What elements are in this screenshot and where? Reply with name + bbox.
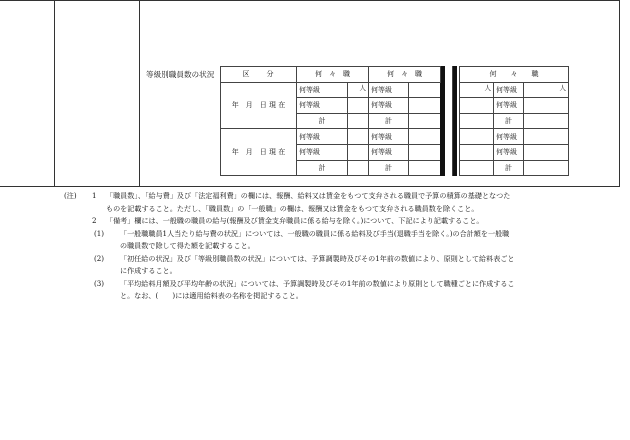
grade-staff-table bbox=[220, 66, 569, 176]
subnote-1-number: (1) bbox=[94, 228, 105, 238]
cell-c4a bbox=[460, 129, 494, 145]
subnote-3-line-1 bbox=[64, 278, 584, 291]
cell-b5 bbox=[409, 144, 441, 160]
row-grade-b2: 何等級 bbox=[369, 98, 409, 114]
cell-c3a bbox=[460, 113, 494, 129]
row-total-a: 計 bbox=[297, 113, 348, 129]
cell-a4 bbox=[348, 129, 369, 145]
subnote-3-line-2: と。なお、( )には適用給料表の名称を掲記すること。 bbox=[120, 291, 303, 300]
row-grade-c1: 何等級 bbox=[494, 82, 524, 98]
note-1-line-1 bbox=[64, 190, 584, 203]
header-col-c: 何 々 職 bbox=[460, 67, 569, 83]
subnote-1-line-1 bbox=[64, 228, 584, 241]
row-grade-a4: 何等級 bbox=[297, 129, 348, 145]
table-row bbox=[221, 129, 569, 145]
subnote-2-number: (2) bbox=[94, 253, 105, 263]
row-grade-b1: 何等級 bbox=[369, 82, 409, 98]
cell-c4 bbox=[524, 129, 569, 145]
cell-b1 bbox=[409, 82, 441, 98]
cell-a2 bbox=[348, 98, 369, 114]
cell-a5 bbox=[348, 144, 369, 160]
row-total-c: 計 bbox=[494, 113, 524, 129]
frame-left-border bbox=[54, 0, 55, 186]
section-label: 等級別職員数の状況 bbox=[146, 70, 215, 79]
cell-c5a bbox=[460, 144, 494, 160]
row-grade-a2: 何等級 bbox=[297, 98, 348, 114]
cell-c2a bbox=[460, 98, 494, 114]
row-grade-c4: 何等級 bbox=[494, 129, 524, 145]
note-1-number: 1 bbox=[92, 191, 97, 200]
cell-c2 bbox=[524, 98, 569, 114]
subnote-1-line-2: の職員数で除して得た額を記載すること。 bbox=[120, 241, 255, 250]
cell-b6 bbox=[409, 160, 441, 176]
frame-top-border bbox=[0, 0, 620, 1]
table-header-row bbox=[221, 67, 569, 83]
row-total-b: 計 bbox=[369, 113, 409, 129]
table-row bbox=[221, 82, 569, 98]
note-1-text: 「職員数」、「給与費」及び「法定福利費」の欄には、報酬、給料又は賃金をもつて支弁される職員で予算の積算の基礎となつた bbox=[106, 191, 511, 200]
notes-prefix: (注) bbox=[64, 191, 77, 200]
subnote-1-text: 「一般職職員1人当たり給与費の状況」については、一般職の職員に係る給料及び手当(退職手当を除く。)の合計額を一般職 bbox=[120, 228, 510, 238]
divider-gap bbox=[445, 67, 453, 176]
header-category: 区 分 bbox=[221, 67, 297, 83]
row-grade-c2: 何等級 bbox=[494, 98, 524, 114]
cell-a3 bbox=[348, 113, 369, 129]
frame-bottom-border bbox=[0, 186, 620, 187]
cell-a6 bbox=[348, 160, 369, 176]
subnote-3-text: 「平均給料月額及び平均年齢の状況」については、予算調製時及びその1年前の数値により原則として職種ごとに作成するこ bbox=[120, 278, 515, 288]
row-grade-b5: 何等級 bbox=[369, 144, 409, 160]
notes-block bbox=[64, 190, 584, 303]
cell-b3 bbox=[409, 113, 441, 129]
frame-right-border bbox=[619, 0, 620, 186]
cell-b4 bbox=[409, 129, 441, 145]
row-grade-a5: 何等級 bbox=[297, 144, 348, 160]
row-grade-c5: 何等級 bbox=[494, 144, 524, 160]
unit-c1: 人 bbox=[524, 82, 569, 98]
subnote-2-line-1 bbox=[64, 253, 584, 266]
cell-c3 bbox=[524, 113, 569, 129]
row-grade-a1: 何等級 bbox=[297, 82, 348, 98]
note-2-text: 「備考」欄には、一般職の職員の給与(報酬及び賃金支弁職員に係る給与を除く。)について、下記により記載すること。 bbox=[106, 216, 484, 225]
cell-c5 bbox=[524, 144, 569, 160]
row-grade-b4: 何等級 bbox=[369, 129, 409, 145]
row-total-b2: 計 bbox=[369, 160, 409, 176]
cell-c6 bbox=[524, 160, 569, 176]
date-label-2: 年 月 日 現 在 bbox=[221, 129, 297, 176]
note-2-line-1 bbox=[64, 215, 584, 228]
subnote-2-line-2: に作成すること。 bbox=[120, 266, 177, 275]
frame-inner-border bbox=[139, 0, 140, 186]
note-1-line-2: ものを記載すること。ただし、「職員数」の「一般職」の欄は、報酬又は賃金をもつて支弁される職員数を除くこと。 bbox=[106, 203, 479, 213]
header-col-a: 何 々 職 bbox=[297, 67, 369, 83]
row-total-a2: 計 bbox=[297, 160, 348, 176]
row-total-c2: 計 bbox=[494, 160, 524, 176]
subnote-3-number: (3) bbox=[94, 278, 105, 288]
cell-b2 bbox=[409, 98, 441, 114]
date-label-1: 年 月 日 現 在 bbox=[221, 82, 297, 129]
note-2-number: 2 bbox=[92, 216, 97, 225]
unit-a1: 人 bbox=[348, 82, 369, 98]
unit-c0: 人 bbox=[460, 82, 494, 98]
subnote-2-text: 「初任給の状況」及び「等級別職員数の状況」については、予算調製時及びその1年前の数値により、原則として給料表ごと bbox=[120, 253, 515, 263]
cell-c6a bbox=[460, 160, 494, 176]
header-col-b: 何 々 職 bbox=[369, 67, 441, 83]
